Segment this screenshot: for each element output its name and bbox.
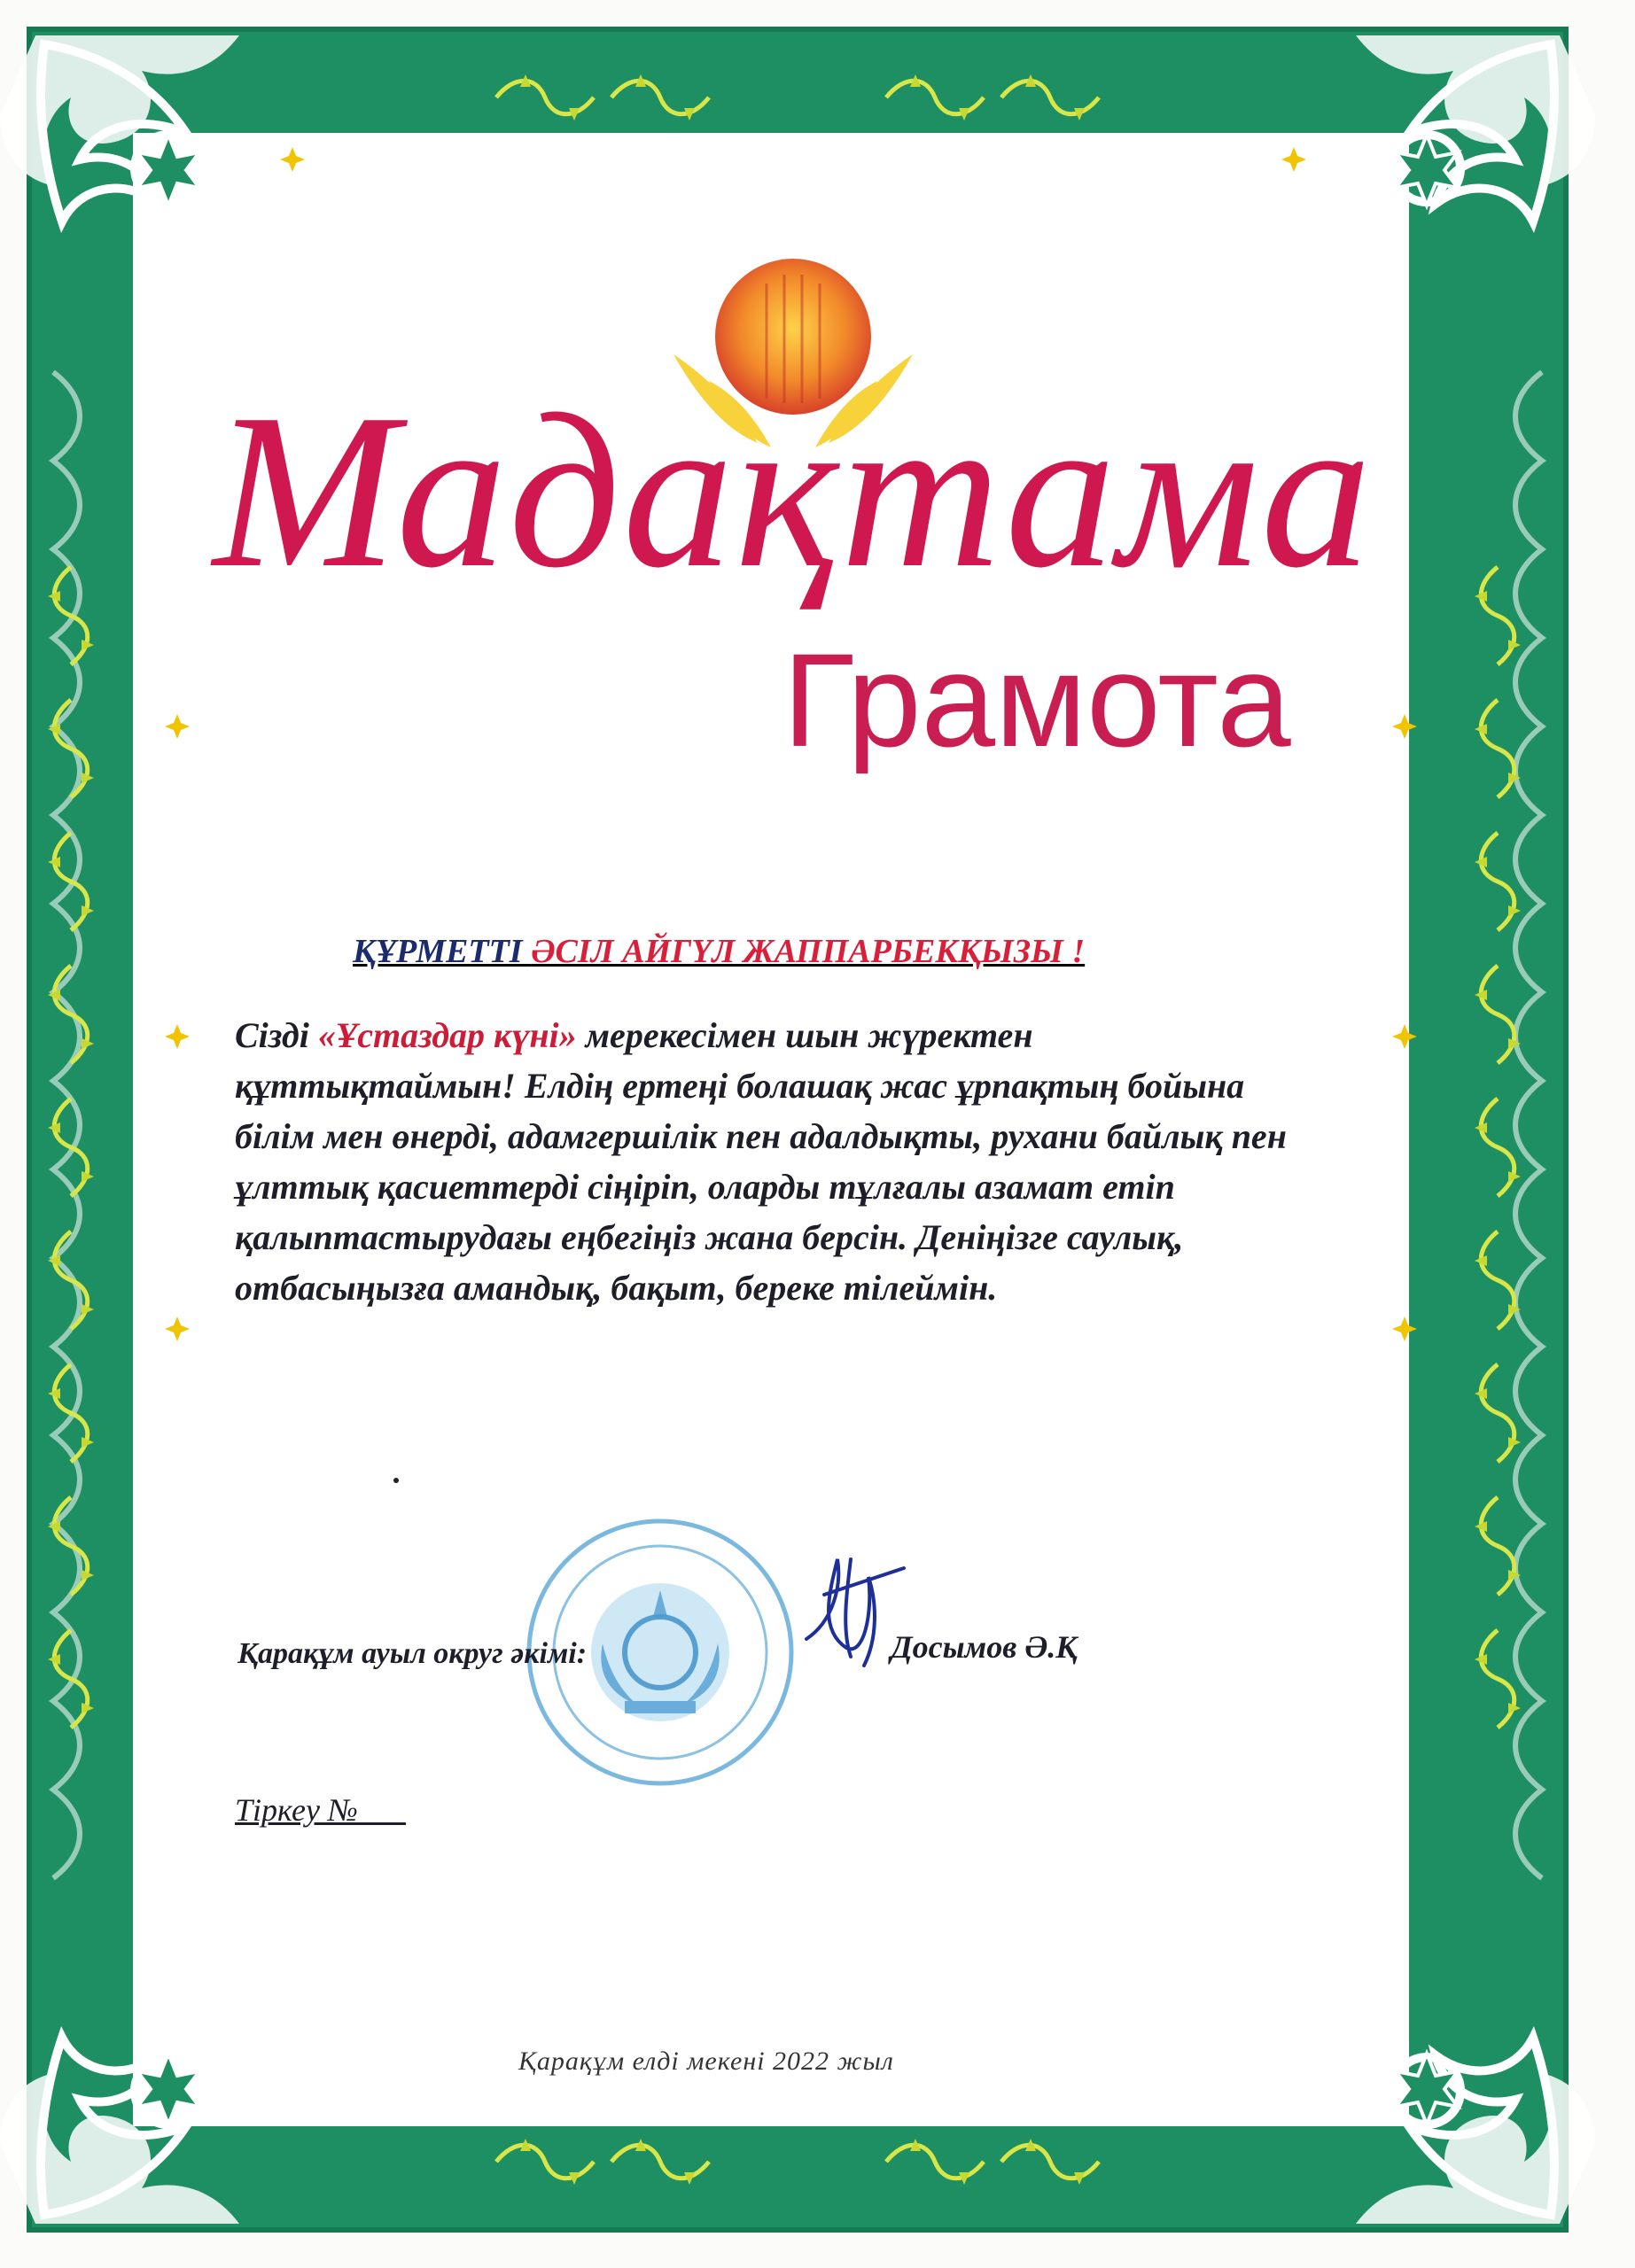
recipient-greeting: [353, 932, 1085, 971]
page-title: Грамота: [782, 625, 1291, 774]
recipient-name: ӘСІЛ АЙГҮЛ ЖАППАРБЕКҚЫЗЫ !: [531, 933, 1086, 970]
place-and-year: Қарақұм елді мекені 2022 жыл: [518, 2047, 894, 2076]
title-script: Мадақтама: [213, 369, 1374, 614]
holiday-name: «Ұстаздар күні»: [317, 1015, 577, 1055]
signatory-name: Досымов Ә.Қ: [891, 1629, 1078, 1665]
congratulation-text: [235, 1010, 1307, 1313]
greeting-honorific: ҚҰРМЕТТІ: [353, 933, 532, 970]
registration-number: Тіркеу №___: [235, 1792, 406, 1828]
body-main: мерекесімен шын жүректен құттықтаймын! Елдің ертеңі болашақ жас ұрпақтың бойына білім мен өнерді, адамгершілік пен адалдықты, рухани байлық пен ұлттық қасиеттерді сіңіріп, оларды тұлғалы азамат етіп қалыптастырудағы еңбегіңіз жана берсін. Деніңізге саулық, отбасыңызға амандық, бақыт, береке тілеймін.: [235, 1015, 1287, 1308]
signatory-position: Қарақұм ауыл округ әкімі:: [237, 1637, 588, 1670]
stray-dot: [393, 1478, 399, 1483]
body-lead: Сізді: [235, 1015, 318, 1055]
